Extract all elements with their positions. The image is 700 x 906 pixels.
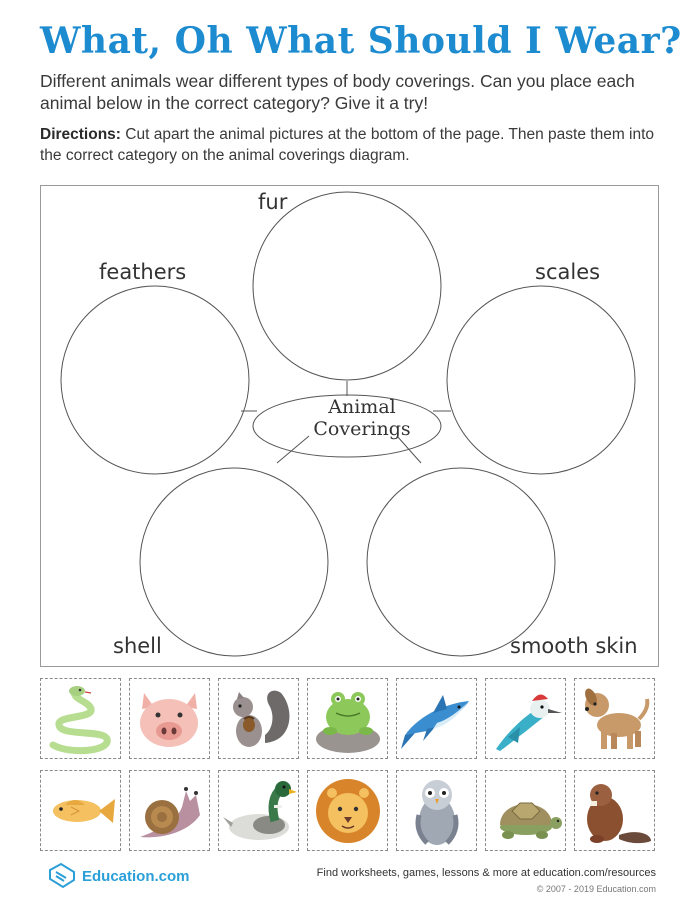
snake-icon	[41, 679, 120, 758]
footer-copyright: © 2007 - 2019 Education.com	[536, 884, 656, 894]
card-lion[interactable]	[307, 770, 388, 851]
card-woodpecker[interactable]	[485, 678, 566, 759]
directions-text: Cut apart the animal pictures at the bottom of the page. Then paste them into the correct category on the animal coverings diagram.	[40, 126, 655, 164]
smooth-skin-circle	[367, 468, 555, 656]
card-duck[interactable]	[218, 770, 299, 851]
directions	[40, 124, 670, 166]
directions-label: Directions:	[40, 126, 121, 143]
card-fish[interactable]	[40, 770, 121, 851]
footer-resources[interactable]: Find worksheets, games, lessons & more at education.com/resources	[316, 867, 656, 879]
intro-text: Different animals wear different types of body coverings. Can you place each animal below in the correct category? Give it a try!	[40, 71, 635, 113]
frog-icon	[308, 679, 387, 758]
card-squirrel[interactable]	[218, 678, 299, 759]
card-snake[interactable]	[40, 678, 121, 759]
center-label: Animal Coverings	[313, 396, 411, 440]
label-scales: scales	[535, 260, 601, 284]
animal-coverings-diagram	[40, 185, 659, 667]
shark-icon	[397, 679, 476, 758]
card-owl[interactable]	[396, 770, 477, 851]
card-snail[interactable]	[129, 770, 210, 851]
label-feathers: feathers	[99, 260, 187, 284]
education-logo[interactable]	[48, 862, 190, 890]
owl-icon	[397, 771, 476, 850]
card-dog[interactable]	[574, 678, 655, 759]
label-smooth-skin: smooth skin	[510, 634, 638, 658]
footer-info	[317, 865, 656, 897]
duck-icon	[219, 771, 298, 850]
scales-circle	[447, 286, 635, 474]
feathers-circle	[61, 286, 249, 474]
card-shark[interactable]	[396, 678, 477, 759]
squirrel-icon	[219, 679, 298, 758]
beaver-icon	[575, 771, 654, 850]
turtle-icon	[486, 771, 565, 850]
lion-icon	[308, 771, 387, 850]
label-fur: fur	[258, 190, 288, 214]
card-beaver[interactable]	[574, 770, 655, 851]
card-pig[interactable]	[129, 678, 210, 759]
woodpecker-icon	[486, 679, 565, 758]
snail-icon	[130, 771, 209, 850]
education-logo-icon	[48, 862, 78, 890]
pig-icon	[130, 679, 209, 758]
shell-circle	[140, 468, 328, 656]
label-shell: shell	[113, 634, 162, 658]
card-frog[interactable]	[307, 678, 388, 759]
fur-circle	[253, 192, 441, 380]
card-turtle[interactable]	[485, 770, 566, 851]
education-logo-text: Education.com	[82, 867, 190, 885]
fish-icon	[41, 771, 120, 850]
dog-icon	[575, 679, 654, 758]
page-title: What, Oh What Should I Wear?	[40, 20, 682, 62]
